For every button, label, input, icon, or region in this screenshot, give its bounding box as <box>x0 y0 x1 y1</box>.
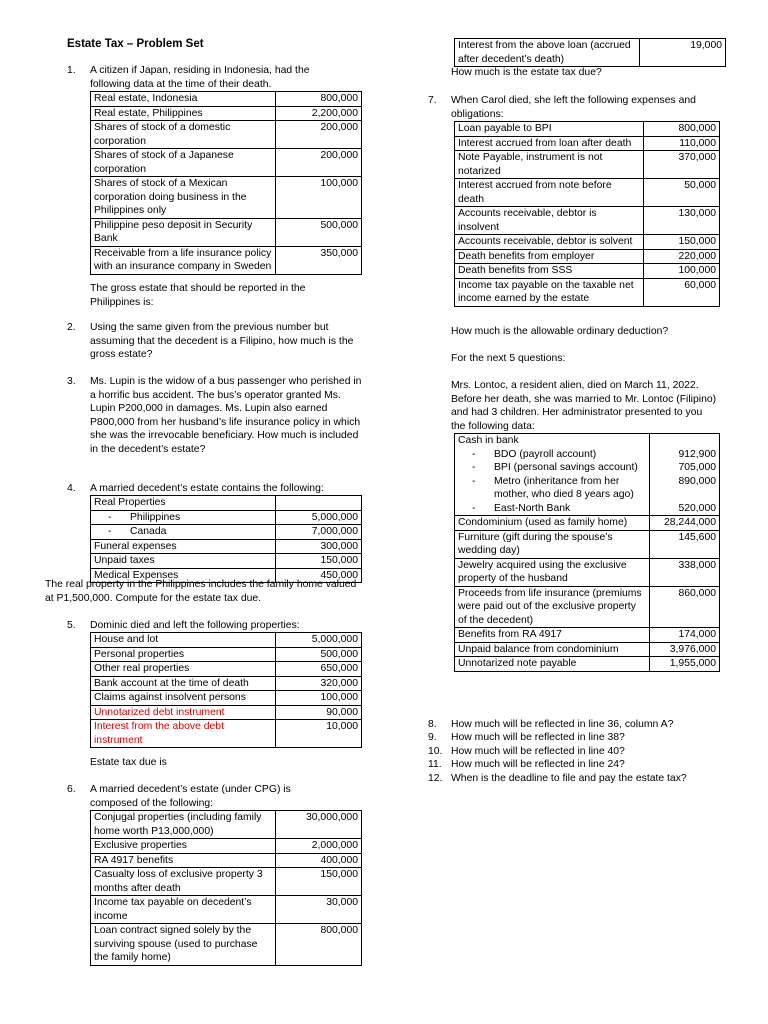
lontoc-intro: Mrs. Lontoc, a resident alien, died on March 11, 2022. Before her death, she was married to Mr. Lontoc (Filipino) and had 3 children. Her administrator presented to you the following data: <box>451 380 717 432</box>
table-cell: - Philippines <box>91 510 276 525</box>
table-cell: 145,600 <box>650 530 720 558</box>
question-text: Ms. Lupin is the widow of a bus passenger who perished in a horrific bus accident. The bus’s operator granted Ms. Lupin P200,000 in damages. Ms. Lupin also earned P800,000 from her husband’s life insurance policy in which she was the irrevocable beneficiary. How much is included in the decedent’s estate? <box>90 376 362 455</box>
table-cell: 800,000 <box>276 92 362 107</box>
question-text: How much will be reflected in line 36, column A? <box>451 719 674 730</box>
table-cell: 30,000 <box>276 896 362 924</box>
table-cell: 650,000 <box>276 662 362 677</box>
table-cell: Real Properties <box>91 496 276 511</box>
question-text: How much will be reflected in line 38? <box>451 732 625 743</box>
table-cell: 350,000 <box>276 246 362 274</box>
question-number: 4. <box>67 483 76 494</box>
table-row <box>91 705 362 720</box>
table-row <box>455 264 720 279</box>
table-cell: Accounts receivable, debtor is solvent <box>455 235 644 250</box>
table-cell: 150,000 <box>276 554 362 569</box>
question-number: 3. <box>67 376 76 387</box>
table-cell: 7,000,000 <box>276 525 362 540</box>
table-cell: Other real properties <box>91 662 276 677</box>
table-cell: 500,000 <box>276 647 362 662</box>
table-cell: House and lot <box>91 633 276 648</box>
table-cell: 200,000 <box>276 149 362 177</box>
sub-item-label: BDO (payroll account) <box>494 448 597 460</box>
table-cell: Death benefits from SSS <box>455 264 644 279</box>
sub-item-label: Canada <box>130 526 167 537</box>
table-row <box>91 691 362 706</box>
table-row <box>455 530 720 558</box>
table-cell: 370,000 <box>644 151 720 179</box>
table-row <box>455 136 720 151</box>
table-cell: 110,000 <box>644 136 720 151</box>
table-cell: Conjugal properties (including family home worth P13,000,000) <box>91 811 276 839</box>
table-cell: 5,000,000 <box>276 633 362 648</box>
table-row <box>91 720 362 748</box>
table-cell: 2,000,000 <box>276 839 362 854</box>
table-cell: 19,000 <box>640 39 726 67</box>
table-row <box>91 121 362 149</box>
table-cell: 100,000 <box>276 177 362 219</box>
table-cell: 150,000 <box>644 235 720 250</box>
table-cell: Unnotarized note payable <box>455 657 650 672</box>
table-cell: Funeral expenses <box>91 539 276 554</box>
table-cell: Medical Expenses <box>91 568 276 583</box>
table-cell: 2,200,000 <box>276 106 362 121</box>
q4-prompt: The real property in the Philippines includes the family home valued at P1,500,000. Compute for the estate tax due. <box>45 579 357 604</box>
table-cell: 320,000 <box>276 676 362 691</box>
table-cell: 1,955,000 <box>650 657 720 672</box>
question-text: How much will be reflected in line 24? <box>451 759 625 770</box>
table-cell: 100,000 <box>644 264 720 279</box>
table-cell: 28,244,000 <box>650 516 720 531</box>
table-cell: Shares of stock of a domestic corporation <box>91 121 276 149</box>
q1-table <box>90 91 362 275</box>
sub-item-label: BPI (personal savings account) <box>494 462 638 473</box>
table-cell: 500,000 <box>276 218 362 246</box>
q6-prompt: How much is the estate tax due? <box>451 67 602 78</box>
table-row <box>455 235 720 250</box>
table-cell: 130,000 <box>644 207 720 235</box>
sub-item-label: Metro (inheritance from her mother, who died 8 years ago) <box>494 475 634 500</box>
table-cell: 100,000 <box>276 691 362 706</box>
table-cell: Shares of stock of a Mexican corporation doing business in the Philippines only <box>91 177 276 219</box>
table-row <box>455 657 720 672</box>
table-cell: 800,000 <box>644 122 720 137</box>
table-cell: 5,000,000 <box>276 510 362 525</box>
table-cell: 300,000 <box>276 539 362 554</box>
table-cell: Claims against insolvent persons <box>91 691 276 706</box>
table-row <box>455 39 726 67</box>
lontoc-table <box>454 433 720 672</box>
table-cell: Accounts receivable, debtor is insolvent <box>455 207 644 235</box>
question-number: 1. <box>67 65 76 76</box>
table-cell: - Canada <box>91 525 276 540</box>
table-cell: Benefits from RA 4917 <box>455 628 650 643</box>
table-cell: Receivable from a life insurance policy with an insurance company in Sweden <box>91 246 276 274</box>
table-row <box>91 554 362 569</box>
table-row <box>455 642 720 657</box>
question-number: 8. <box>428 719 437 730</box>
q6-table-continued <box>454 38 726 67</box>
question-text: When is the deadline to file and pay the estate tax? <box>451 773 687 784</box>
table-row <box>91 539 362 554</box>
table-cell: Bank account at the time of death <box>91 676 276 691</box>
question-text: How much will be reflected in line 40? <box>451 746 625 757</box>
page-title: Estate Tax – Problem Set <box>67 38 204 50</box>
question-number: 10. <box>428 746 443 757</box>
question-text: Using the same given from the previous number but assuming that the decedent is a Filipino, how much is the gross estate? <box>90 322 354 360</box>
table-row <box>91 177 362 219</box>
table-row <box>91 92 362 107</box>
question-number: 12. <box>428 773 443 784</box>
table-row <box>455 628 720 643</box>
table-row <box>91 633 362 648</box>
table-cell: 50,000 <box>644 179 720 207</box>
table-row <box>455 207 720 235</box>
table-cell: Real estate, Indonesia <box>91 92 276 107</box>
table-cell: Income tax payable on decedent’s income <box>91 896 276 924</box>
q7-table <box>454 121 720 307</box>
table-cell: Income tax payable on the taxable net income earned by the estate <box>455 278 644 306</box>
question-number: 5. <box>67 620 76 631</box>
table-row <box>455 179 720 207</box>
table-cell: Casualty loss of exclusive property 3 months after death <box>91 868 276 896</box>
table-cell <box>276 496 362 511</box>
table-row <box>455 249 720 264</box>
table-cell: Proceeds from life insurance (premiums were paid out of the exclusive property of the decedent) <box>455 586 650 628</box>
table-cell: Shares of stock of a Japanese corporation <box>91 149 276 177</box>
table-row <box>455 558 720 586</box>
table-row <box>91 149 362 177</box>
question-text: A citizen if Japan, residing in Indonesia, had the following data at the time of their death. <box>90 65 310 90</box>
table-cell: 90,000 <box>276 705 362 720</box>
question-text: A married decedent’s estate contains the following: <box>90 483 324 494</box>
table-row <box>455 586 720 628</box>
table-cell: 338,000 <box>650 558 720 586</box>
table-row <box>91 246 362 274</box>
question-text: Dominic died and left the following properties: <box>90 620 300 631</box>
q4-table <box>90 495 362 583</box>
cash-header: Cash in bank <box>458 435 519 446</box>
table-cell: 30,000,000 <box>276 811 362 839</box>
table-row <box>91 839 362 854</box>
table-cell: Unnotarized debt instrument <box>91 705 276 720</box>
table-row <box>91 496 362 511</box>
table-cell: Note Payable, instrument is not notarized <box>455 151 644 179</box>
table-row <box>91 853 362 868</box>
table-cell: 220,000 <box>644 249 720 264</box>
table-row <box>91 510 362 525</box>
cash-value: 890,000 <box>678 475 716 487</box>
cash-value: 520,000 <box>678 502 716 514</box>
table-cell: Interest from the above debt instrument <box>91 720 276 748</box>
table-cell: Real estate, Philippines <box>91 106 276 121</box>
table-row <box>91 525 362 540</box>
question-number: 6. <box>67 784 76 795</box>
table-row <box>91 106 362 121</box>
table-cell: Unpaid taxes <box>91 554 276 569</box>
table-cell: 174,000 <box>650 628 720 643</box>
cash-value: 705,000 <box>678 462 716 473</box>
table-cell: 400,000 <box>276 853 362 868</box>
table-cell: Personal properties <box>91 647 276 662</box>
question-text: When Carol died, she left the following expenses and obligations: <box>451 95 696 120</box>
q7-prompt: How much is the allowable ordinary deduction? <box>451 326 669 337</box>
table-row <box>91 647 362 662</box>
sub-item-label: East-North Bank <box>494 502 571 514</box>
table-row <box>455 122 720 137</box>
table-cell: Death benefits from employer <box>455 249 644 264</box>
table-cell: Cash in bank - BDO (payroll account) - BPI (personal savings account) - Metro (inheritance from her mother, who died 8 years ago) - East-North Bank <box>455 434 650 516</box>
table-cell: Loan payable to BPI <box>455 122 644 137</box>
q1-prompt: The gross estate that should be reported in the Philippines is: <box>90 283 306 308</box>
table-cell: 800,000 <box>276 924 362 966</box>
table-row <box>91 924 362 966</box>
table-row <box>455 516 720 531</box>
table-cell: 150,000 <box>276 868 362 896</box>
question-text: A married decedent’s estate (under CPG) is composed of the following: <box>90 784 291 809</box>
question-number: 7. <box>428 95 437 106</box>
table-cell: 60,000 <box>644 278 720 306</box>
table-cell: Interest from the above loan (accrued after decedent’s death) <box>455 39 640 67</box>
next-questions-label: For the next 5 questions: <box>451 353 566 364</box>
table-cell: Interest accrued from loan after death <box>455 136 644 151</box>
q5-table <box>90 632 362 748</box>
question-number: 9. <box>428 732 437 743</box>
q5-prompt: Estate tax due is <box>90 757 167 768</box>
table-cell: 200,000 <box>276 121 362 149</box>
table-cell: RA 4917 benefits <box>91 853 276 868</box>
table-cell: 450,000 <box>276 568 362 583</box>
table-cell: Philippine peso deposit in Security Bank <box>91 218 276 246</box>
table-cell: Exclusive properties <box>91 839 276 854</box>
cash-value: 912,900 <box>678 448 716 460</box>
table-cell: 3,976,000 <box>650 642 720 657</box>
table-cell: Interest accrued from note before death <box>455 179 644 207</box>
table-cell <box>650 434 720 516</box>
sub-item-label: Philippines <box>130 511 181 523</box>
table-row <box>455 278 720 306</box>
table-row <box>91 662 362 677</box>
table-cell: 10,000 <box>276 720 362 748</box>
table-cell: Unpaid balance from condominium <box>455 642 650 657</box>
table-cell: Jewelry acquired using the exclusive property of the husband <box>455 558 650 586</box>
table-row <box>91 868 362 896</box>
table-cell: Furniture (gift during the spouse’s wedding day) <box>455 530 650 558</box>
table-cell: 860,000 <box>650 586 720 628</box>
table-row <box>91 811 362 839</box>
q6-table <box>90 810 362 966</box>
table-row <box>91 218 362 246</box>
question-number: 11. <box>428 759 442 770</box>
table-row <box>91 676 362 691</box>
table-cell: Loan contract signed solely by the surviving spouse (used to purchase the family home) <box>91 924 276 966</box>
table-cell: Condominium (used as family home) <box>455 516 650 531</box>
question-number: 2. <box>67 322 76 333</box>
table-row <box>455 434 720 516</box>
table-row <box>91 896 362 924</box>
table-row <box>455 151 720 179</box>
